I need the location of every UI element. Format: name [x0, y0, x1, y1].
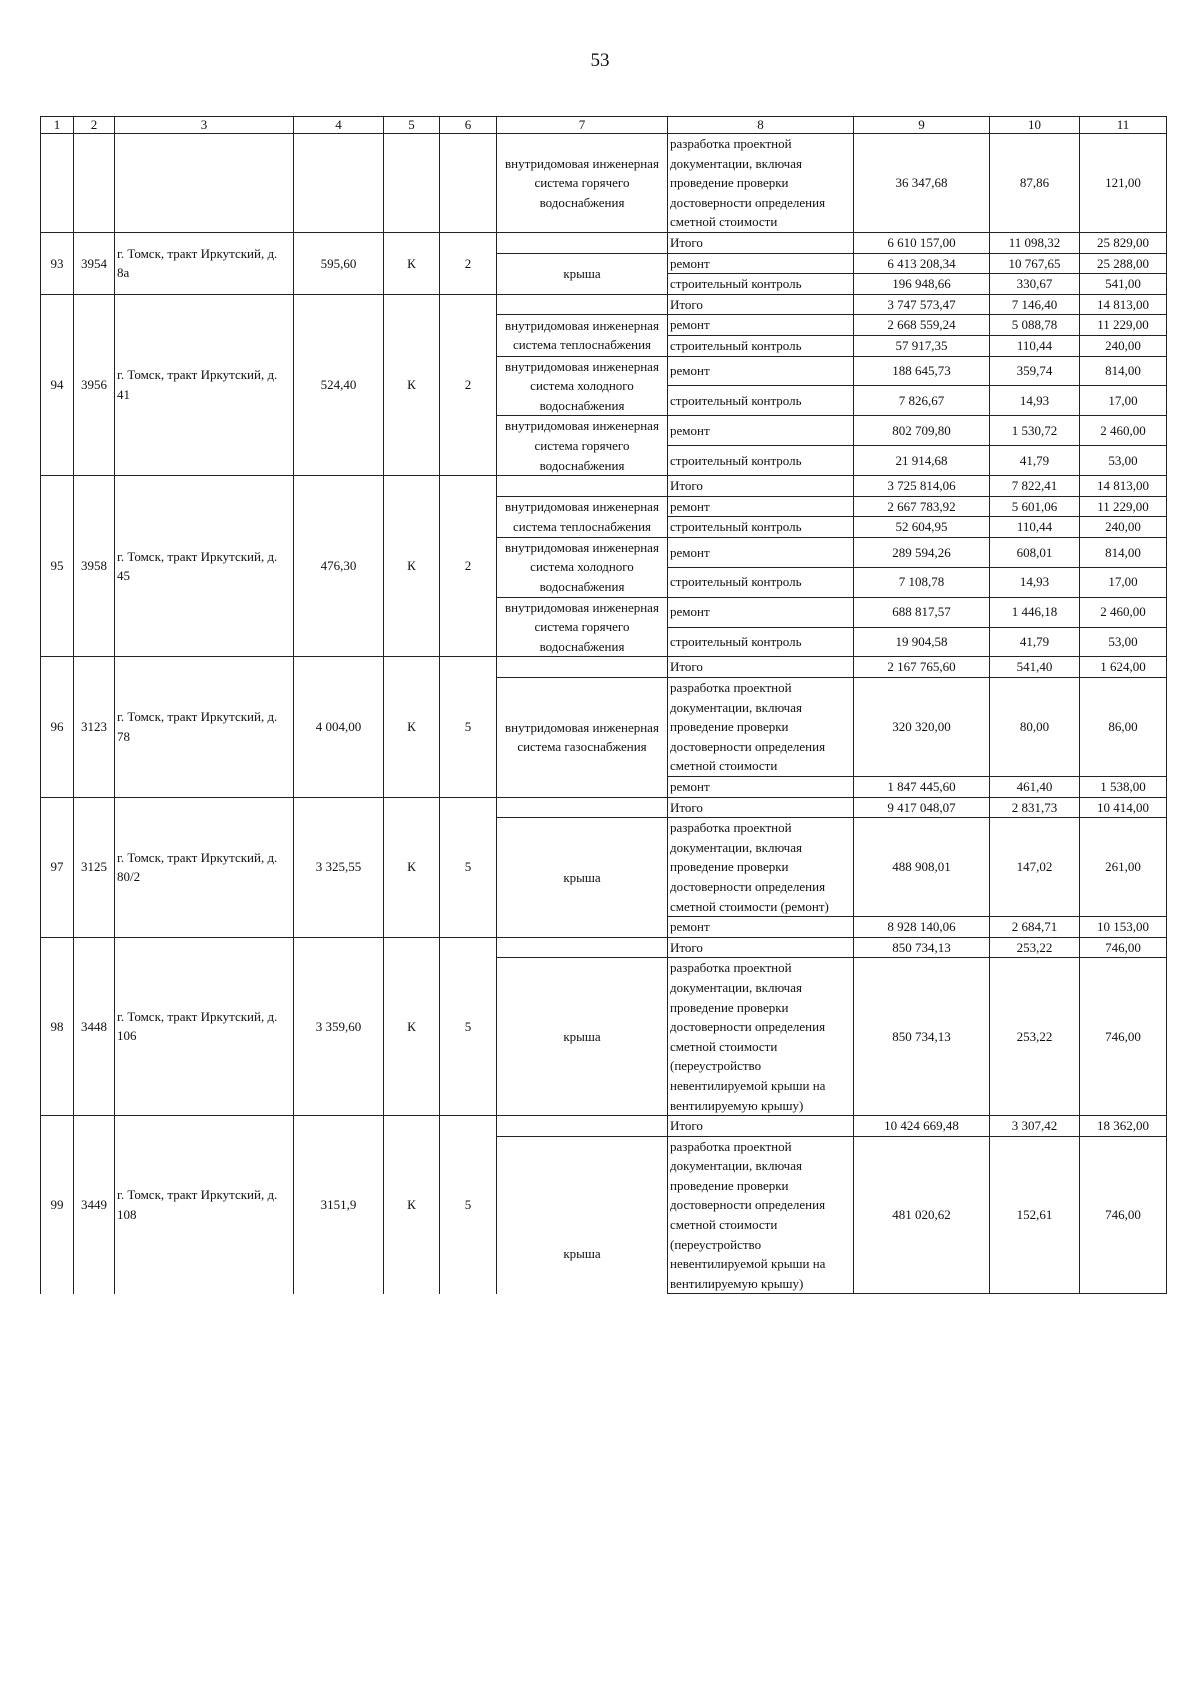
table-row: [41, 232, 1167, 253]
cost-limit: 1 624,00: [1080, 657, 1167, 678]
repair-program-table: [40, 116, 1167, 1294]
cost-total: 3 747 573,47: [854, 294, 990, 315]
work-type: разработка проектной документации, включая проведение проверки достоверности определения сметной стоимости: [668, 134, 854, 233]
cost-total: 188 645,73: [854, 356, 990, 386]
cost-total: 196 948,66: [854, 274, 990, 295]
address: г. Томск, тракт Иркутский, д. 80/2: [115, 797, 294, 937]
cost-limit: 53,00: [1080, 446, 1167, 476]
house-id: 3954: [74, 232, 115, 294]
area: 4 004,00: [294, 657, 384, 797]
type-code: К: [384, 1116, 440, 1294]
cost-limit: 746,00: [1080, 1136, 1167, 1294]
total-label: Итого: [668, 294, 854, 315]
row-number: 98: [41, 937, 74, 1115]
column-header: 7: [497, 117, 668, 134]
cost-limit: 240,00: [1080, 517, 1167, 538]
cost-total: 10 424 669,48: [854, 1116, 990, 1137]
address: г. Томск, тракт Иркутский, д. 78: [115, 657, 294, 797]
area: 476,30: [294, 476, 384, 657]
column-header: 1: [41, 117, 74, 134]
cost-total: 2 167 765,60: [854, 657, 990, 678]
cost-per-sqm: 359,74: [990, 356, 1080, 386]
area: 3 325,55: [294, 797, 384, 937]
total-label: Итого: [668, 1116, 854, 1137]
floors: 5: [440, 797, 497, 937]
cost-limit: 2 460,00: [1080, 416, 1167, 446]
header-row: [41, 117, 1167, 134]
system-name: внутридомовая инженерная система теплоснабжения: [497, 496, 668, 537]
work-type: строительный контроль: [668, 567, 854, 597]
cost-total: 7 108,78: [854, 567, 990, 597]
cost-per-sqm: 110,44: [990, 517, 1080, 538]
cost-limit: 814,00: [1080, 356, 1167, 386]
column-header: 2: [74, 117, 115, 134]
cost-per-sqm: 41,79: [990, 446, 1080, 476]
cost-limit: 14 813,00: [1080, 476, 1167, 497]
system-name: крыша: [497, 818, 668, 938]
cost-total: 8 928 140,06: [854, 917, 990, 938]
cost-limit: 814,00: [1080, 537, 1167, 567]
cost-limit: 261,00: [1080, 818, 1167, 917]
address: г. Томск, тракт Иркутский, д. 41: [115, 294, 294, 475]
work-type: разработка проектной документации, включая проведение проверки достоверности определения сметной стоимости (ремонт): [668, 818, 854, 917]
floors: 5: [440, 657, 497, 797]
system-name: внутридомовая инженерная система горячего водоснабжения: [497, 134, 668, 233]
cost-limit: 1 538,00: [1080, 777, 1167, 798]
row-number: 97: [41, 797, 74, 937]
cost-per-sqm: 87,86: [990, 134, 1080, 233]
cost-per-sqm: 7 822,41: [990, 476, 1080, 497]
area: 3 359,60: [294, 937, 384, 1115]
cost-per-sqm: 3 307,42: [990, 1116, 1080, 1137]
cost-per-sqm: 152,61: [990, 1136, 1080, 1294]
table-row: [41, 657, 1167, 678]
cost-total: 850 734,13: [854, 937, 990, 958]
row-number: 93: [41, 232, 74, 294]
house-id: 3448: [74, 937, 115, 1115]
total-label: Итого: [668, 232, 854, 253]
cost-total: 9 417 048,07: [854, 797, 990, 818]
column-header: 6: [440, 117, 497, 134]
cost-total: 2 667 783,92: [854, 496, 990, 517]
cost-per-sqm: 147,02: [990, 818, 1080, 917]
cost-total: 1 847 445,60: [854, 777, 990, 798]
cost-total: 21 914,68: [854, 446, 990, 476]
cost-limit: 10 414,00: [1080, 797, 1167, 818]
cost-total: 481 020,62: [854, 1136, 990, 1294]
table-row: [41, 937, 1167, 958]
cost-limit: 17,00: [1080, 386, 1167, 416]
work-type: разработка проектной документации, включая проведение проверки достоверности определения сметной стоимости (переустройство невентилируемой крыши на вентилируемую крышу): [668, 1136, 854, 1294]
cost-per-sqm: 14,93: [990, 386, 1080, 416]
cost-per-sqm: 11 098,32: [990, 232, 1080, 253]
cost-limit: 746,00: [1080, 937, 1167, 958]
column-header: 3: [115, 117, 294, 134]
cost-per-sqm: 253,22: [990, 958, 1080, 1116]
system-name: крыша: [497, 253, 668, 294]
cost-per-sqm: 330,67: [990, 274, 1080, 295]
area: 524,40: [294, 294, 384, 475]
cost-limit: 11 229,00: [1080, 496, 1167, 517]
house-id: 3956: [74, 294, 115, 475]
type-code: К: [384, 657, 440, 797]
cost-per-sqm: 41,79: [990, 627, 1080, 657]
work-type: ремонт: [668, 777, 854, 798]
cost-total: 57 917,35: [854, 335, 990, 356]
cost-limit: 53,00: [1080, 627, 1167, 657]
cost-per-sqm: 2 684,71: [990, 917, 1080, 938]
cost-limit: 121,00: [1080, 134, 1167, 233]
system-name: крыша: [497, 958, 668, 1116]
floors: 2: [440, 294, 497, 475]
row-number: 99: [41, 1116, 74, 1294]
work-type: строительный контроль: [668, 274, 854, 295]
total-label: Итого: [668, 657, 854, 678]
work-type: строительный контроль: [668, 517, 854, 538]
row-number: 96: [41, 657, 74, 797]
work-type: ремонт: [668, 253, 854, 274]
work-type: строительный контроль: [668, 627, 854, 657]
work-type: строительный контроль: [668, 335, 854, 356]
page-number: 53: [590, 50, 610, 71]
cost-per-sqm: 253,22: [990, 937, 1080, 958]
cost-limit: 17,00: [1080, 567, 1167, 597]
cost-per-sqm: 14,93: [990, 567, 1080, 597]
work-type: ремонт: [668, 315, 854, 336]
cost-total: 850 734,13: [854, 958, 990, 1116]
system-name: внутридомовая инженерная система холодного водоснабжения: [497, 537, 668, 597]
total-label: Итого: [668, 937, 854, 958]
cost-per-sqm: 7 146,40: [990, 294, 1080, 315]
cost-limit: 746,00: [1080, 958, 1167, 1116]
type-code: К: [384, 937, 440, 1115]
work-type: ремонт: [668, 356, 854, 386]
cost-limit: 25 288,00: [1080, 253, 1167, 274]
cost-limit: 86,00: [1080, 678, 1167, 777]
table-row: [41, 797, 1167, 818]
table-row: [41, 134, 1167, 233]
work-type: ремонт: [668, 597, 854, 627]
cost-per-sqm: 110,44: [990, 335, 1080, 356]
cost-limit: 25 829,00: [1080, 232, 1167, 253]
cost-limit: 541,00: [1080, 274, 1167, 295]
cost-total: 289 594,26: [854, 537, 990, 567]
row-number: 95: [41, 476, 74, 657]
cost-per-sqm: 10 767,65: [990, 253, 1080, 274]
type-code: К: [384, 476, 440, 657]
address: г. Томск, тракт Иркутский, д. 8а: [115, 232, 294, 294]
system-name: внутридомовая инженерная система теплоснабжения: [497, 315, 668, 356]
cost-limit: 18 362,00: [1080, 1116, 1167, 1137]
type-code: К: [384, 232, 440, 294]
cost-total: 488 908,01: [854, 818, 990, 917]
cost-total: 802 709,80: [854, 416, 990, 446]
total-label: Итого: [668, 476, 854, 497]
cost-limit: 2 460,00: [1080, 597, 1167, 627]
cost-limit: 14 813,00: [1080, 294, 1167, 315]
address: г. Томск, тракт Иркутский, д. 106: [115, 937, 294, 1115]
system-name: внутридомовая инженерная система горячего водоснабжения: [497, 416, 668, 476]
house-id: 3958: [74, 476, 115, 657]
cost-total: 52 604,95: [854, 517, 990, 538]
row-number: 94: [41, 294, 74, 475]
area: 3151,9: [294, 1116, 384, 1294]
cost-per-sqm: 2 831,73: [990, 797, 1080, 818]
system-name: внутридомовая инженерная система горячего водоснабжения: [497, 597, 668, 657]
cost-per-sqm: 5 088,78: [990, 315, 1080, 336]
cost-total: 3 725 814,06: [854, 476, 990, 497]
floors: 5: [440, 937, 497, 1115]
column-header: 11: [1080, 117, 1167, 134]
cost-per-sqm: 608,01: [990, 537, 1080, 567]
cost-per-sqm: 461,40: [990, 777, 1080, 798]
house-id: 3449: [74, 1116, 115, 1294]
column-header: 9: [854, 117, 990, 134]
cost-per-sqm: 1 446,18: [990, 597, 1080, 627]
cost-total: 7 826,67: [854, 386, 990, 416]
type-code: К: [384, 294, 440, 475]
cost-total: 688 817,57: [854, 597, 990, 627]
cost-limit: 240,00: [1080, 335, 1167, 356]
column-header: 4: [294, 117, 384, 134]
work-type: ремонт: [668, 537, 854, 567]
total-label: Итого: [668, 797, 854, 818]
cost-total: 320 320,00: [854, 678, 990, 777]
cost-limit: 10 153,00: [1080, 917, 1167, 938]
cost-per-sqm: 1 530,72: [990, 416, 1080, 446]
column-header: 10: [990, 117, 1080, 134]
work-type: разработка проектной документации, включая проведение проверки достоверности определения сметной стоимости: [668, 678, 854, 777]
cost-per-sqm: 541,40: [990, 657, 1080, 678]
house-id: 3123: [74, 657, 115, 797]
cost-limit: 11 229,00: [1080, 315, 1167, 336]
work-type: ремонт: [668, 416, 854, 446]
work-type: строительный контроль: [668, 446, 854, 476]
type-code: К: [384, 797, 440, 937]
floors: 5: [440, 1116, 497, 1294]
system-name: внутридомовая инженерная система холодного водоснабжения: [497, 356, 668, 416]
work-type: разработка проектной документации, включая проведение проверки достоверности определения сметной стоимости (переустройство невентилируемой крыши на вентилируемую крышу): [668, 958, 854, 1116]
cost-total: 6 413 208,34: [854, 253, 990, 274]
floors: 2: [440, 476, 497, 657]
cost-total: 19 904,58: [854, 627, 990, 657]
system-name: крыша: [497, 1136, 668, 1294]
area: 595,60: [294, 232, 384, 294]
system-name: внутридомовая инженерная система газоснабжения: [497, 678, 668, 798]
house-id: 3125: [74, 797, 115, 937]
table-row: [41, 294, 1167, 315]
cost-total: 2 668 559,24: [854, 315, 990, 336]
cost-per-sqm: 80,00: [990, 678, 1080, 777]
address: г. Томск, тракт Иркутский, д. 108: [115, 1116, 294, 1294]
table-row: [41, 476, 1167, 497]
cost-total: 36 347,68: [854, 134, 990, 233]
cost-per-sqm: 5 601,06: [990, 496, 1080, 517]
work-type: ремонт: [668, 917, 854, 938]
column-header: 5: [384, 117, 440, 134]
cost-total: 6 610 157,00: [854, 232, 990, 253]
work-type: ремонт: [668, 496, 854, 517]
table-row: [41, 1116, 1167, 1137]
floors: 2: [440, 232, 497, 294]
address: г. Томск, тракт Иркутский, д. 45: [115, 476, 294, 657]
work-type: строительный контроль: [668, 386, 854, 416]
column-header: 8: [668, 117, 854, 134]
